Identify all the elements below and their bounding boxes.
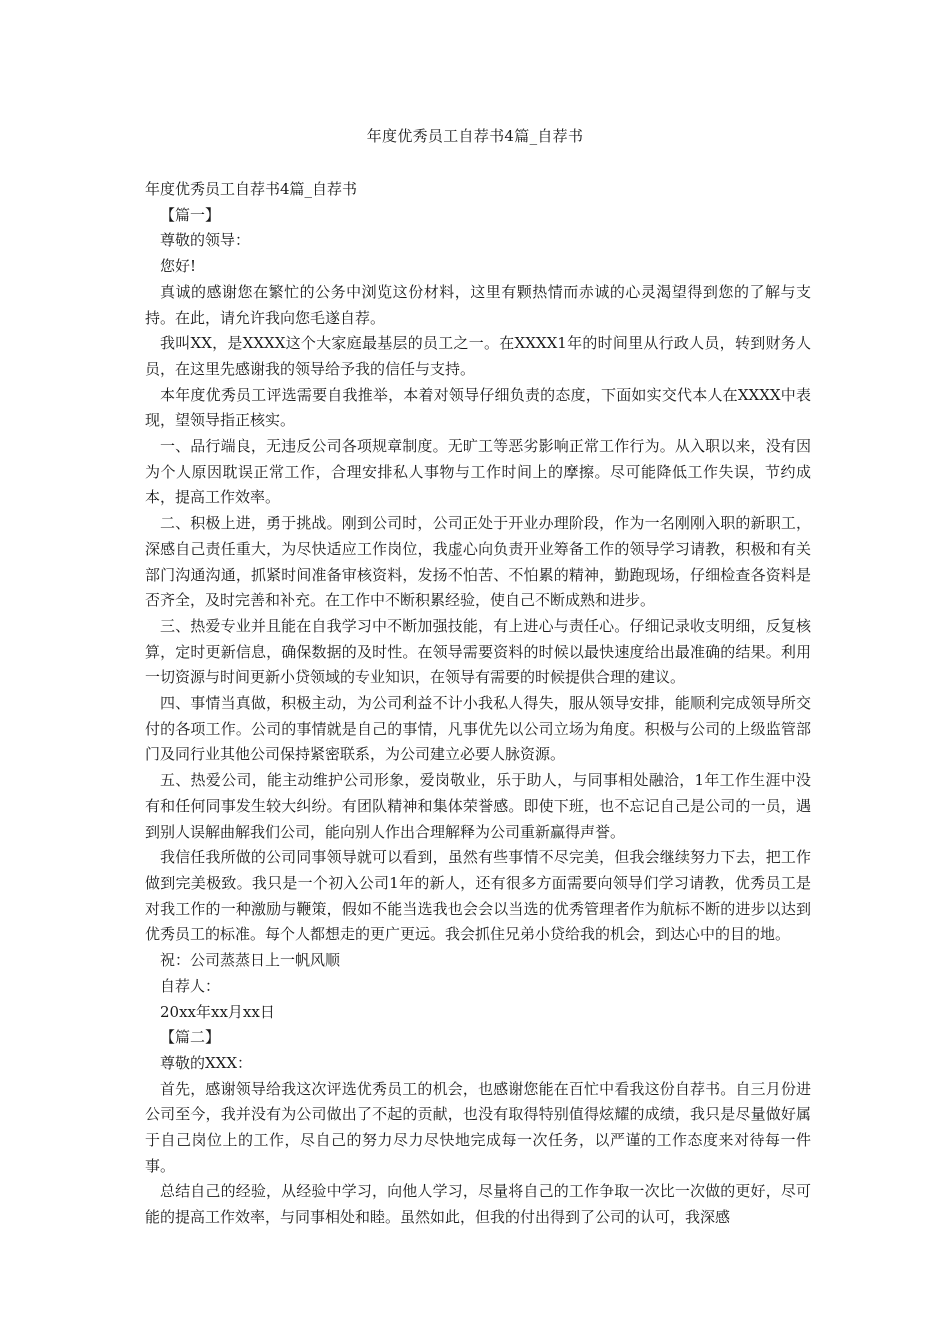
body-paragraph: 四、事情当真做，积极主动，为公司利益不计小我私人得失，服从领导安排，能顺利完成领导所交付的各项工作。公司的事情就是自己的事情，凡事优先以公司立场为角度。积极与公司的上级监管部门及同行业其他公司保持紧密联系，为公司建立必要人脉资源。 bbox=[145, 694, 811, 764]
body-paragraph: 总结自己的经验，从经验中学习，向他人学习，尽量将自己的工作争取一次比一次做的更好，尽可能的提高工作效率，与同事相处和睦。虽然如此，但我的付出得到了公司的认可，我深感 bbox=[145, 1182, 811, 1227]
section-heading-2: 【篇二】 bbox=[160, 1028, 221, 1047]
body-paragraph: 一、品行端良，无违反公司各项规章制度。无旷工等恶劣影响正常工作行为。从入职以来，没有因为个人原因耽误正常工作，合理安排私人事物与工作时间上的摩擦。尽可能降低工作失误，节约成本，提高工作效率。 bbox=[145, 437, 811, 507]
body-paragraph: 本年度优秀员工评选需要自我推举，本着对领导仔细负责的态度，下面如实交代本人在XXXX中表现，望领导指正核实。 bbox=[145, 385, 811, 430]
salutation: 尊敬的XXX： bbox=[160, 1053, 253, 1072]
body-paragraph: 真诚的感谢您在繁忙的公务中浏览这份材料，这里有颗热情而赤诚的心灵渴望得到您的了解与支持。在此，请允许我向您毛遂自荐。 bbox=[145, 282, 811, 327]
body-paragraph: 我叫XX，是XXXX这个大家庭最基层的员工之一。在XXXX1年的时间里从行政人员，转到财务人员，在这里先感谢我的领导给予我的信任与支持。 bbox=[145, 334, 811, 378]
date-line: 20xx年xx月xx日 bbox=[160, 1002, 275, 1021]
document-subtitle: 年度优秀员工自荐书4篇_自荐书 bbox=[145, 180, 358, 198]
body-paragraph: 五、热爱公司，能主动维护公司形象，爱岗敬业，乐于助人，与同事相处融洽，1年工作生涯中没有和任何同事发生较大纠纷。有团队精神和集体荣誉感。即使下班，也不忘记自己是公司的一员，遇到别人误解曲解我们公司，能向别人作出合理解释为公司重新赢得声誉。 bbox=[145, 771, 811, 841]
body-paragraph: 我信任我所做的公司同事领导就可以看到，虽然有些事情不尽完美，但我会继续努力下去，把工作做到完美极致。我只是一个初入公司1年的新人，还有很多方面需要向领导们学习请教，优秀员工是对我工作的一种激励与鞭策，假如不能当选我也会会以当选的优秀管理者作为航标不断的进步以达到优秀员工的标准。每个人都想走的更广更远。我会抓住兄弟小贷给我的机会，到达心中的目的地。 bbox=[145, 848, 811, 944]
closing-wish: 祝：公司蒸蒸日上一帆风顺 bbox=[160, 951, 341, 970]
section-heading-1: 【篇一】 bbox=[160, 205, 221, 224]
signature-label: 自荐人： bbox=[160, 976, 221, 995]
greeting: 您好! bbox=[160, 257, 197, 276]
body-paragraph: 三、热爱专业并且能在自我学习中不断加强技能，有上进心与责任心。仔细记录收支明细，反复核算，定时更新信息，确保数据的及时性。在领导需要资料的时候以最快速度给出最准确的结果。利用一切资源与时间更新小贷领域的专业知识，在领导有需要的时候提供合理的建议。 bbox=[145, 616, 811, 687]
document-title: 年度优秀员工自荐书4篇_自荐书 bbox=[366, 127, 584, 145]
body-paragraph: 二、积极上进，勇于挑战。刚到公司时，公司正处于开业办理阶段，作为一名刚刚入职的新职工，深感自己责任重大，为尽快适应工作岗位，我虚心向负责开业筹备工作的领导学习请教，积极和有关部门沟通沟通，抓紧时间准备审核资料，发扬不怕苦、不怕累的精神，勤跑现场，仔细检查各资料是否齐全，及时完善和补充。在工作中不断积累经验，使自己不断成熟和进步。 bbox=[145, 514, 811, 610]
body-paragraph: 首先，感谢领导给我这次评选优秀员工的机会，也感谢您能在百忙中看我这份自荐书。自三月份进公司至今，我并没有为公司做出了不起的贡献，也没有取得特别值得炫耀的成绩，我只是尽量做好属于自己岗位上的工作，尽自己的努力尽力尽快地完成每一次任务，以严谨的工作态度来对待每一件事。 bbox=[145, 1079, 811, 1175]
salutation: 尊敬的领导： bbox=[160, 231, 251, 250]
document-body bbox=[145, 177, 811, 1231]
